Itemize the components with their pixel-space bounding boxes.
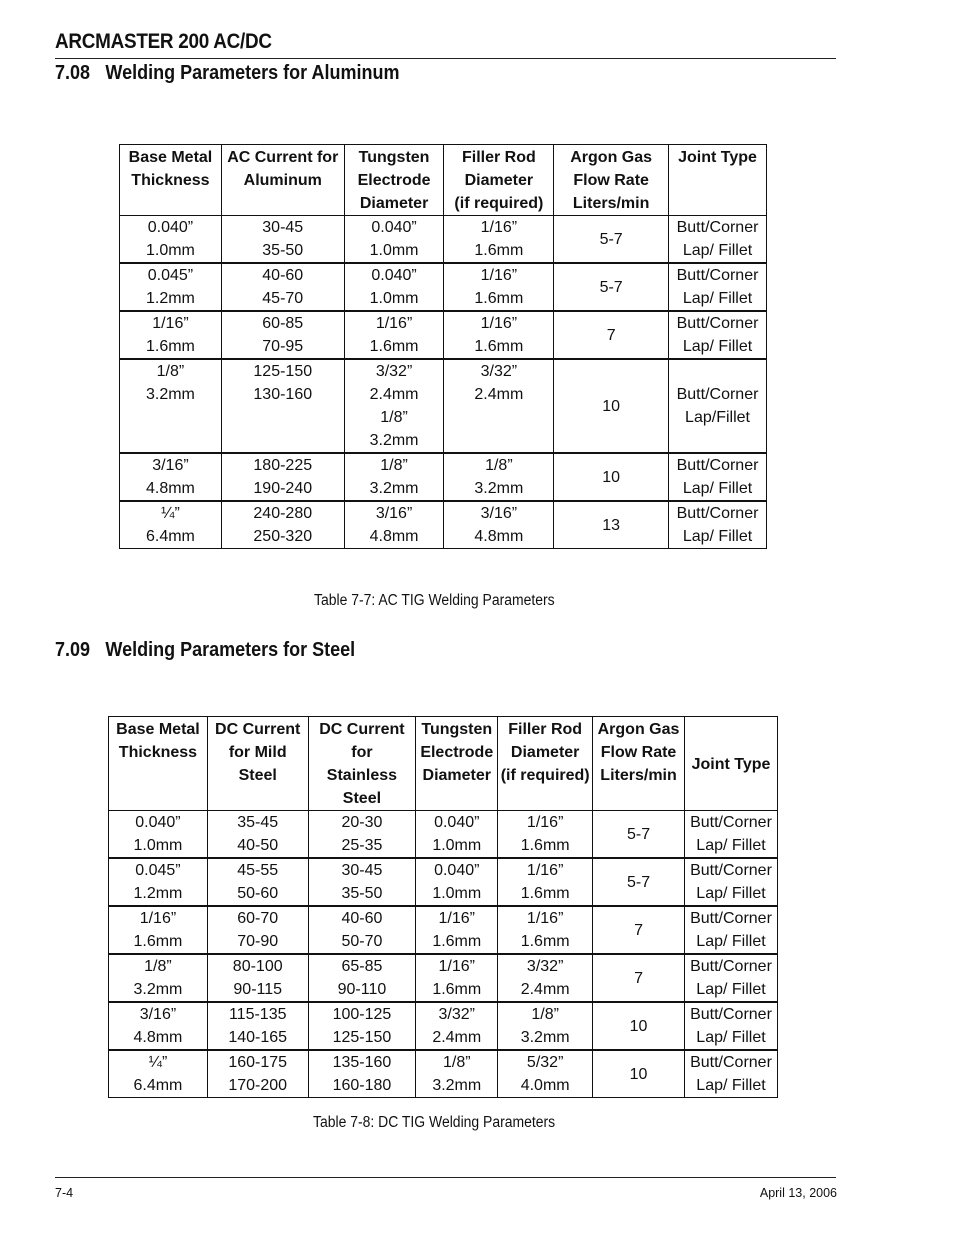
table-header-row [109,717,778,811]
table-cell: 1/8” 3.2mm [444,453,554,501]
table-cell: 7 [593,954,685,1002]
table-cell: 40-60 45-70 [221,263,344,311]
table-cell: 60-70 70-90 [207,906,308,954]
table-cell: 20-30 25-35 [308,811,416,859]
table-cell: Butt/Corner Lap/ Fillet [684,858,777,906]
table-cell: 135-160 160-180 [308,1050,416,1098]
table-cell: Butt/Corner Lap/ Fillet [669,216,767,264]
table-cell: 1/16” 1.6mm [444,311,554,359]
header-rule [55,58,836,59]
table-cell: 3/16” 4.8mm [344,501,444,549]
table-cell: 160-175 170-200 [207,1050,308,1098]
table-cell: 3/16” 4.8mm [120,453,222,501]
table-cell: 0.045” 1.2mm [120,263,222,311]
steel-parameters-table [108,716,778,1098]
table-cell: 3/32” 2.4mm [444,359,554,453]
table-cell: 115-135 140-165 [207,1002,308,1050]
table-cell: Butt/Corner Lap/ Fillet [684,1050,777,1098]
table-cell: 10 [593,1002,685,1050]
column-header: Filler Rod Diameter (if required) [444,145,554,216]
column-header: DC Current for Mild Steel [207,717,308,811]
table-cell: 240-280 250-320 [221,501,344,549]
table-row [109,811,778,859]
table-cell: 1/16” 1.6mm [344,311,444,359]
column-header: Joint Type [684,717,777,811]
table-cell: 3/32” 2.4mm [498,954,593,1002]
table-cell: 7 [554,311,669,359]
table-cell: 45-55 50-60 [207,858,308,906]
section-number: 7.09 [55,639,91,661]
table-cell: 0.045” 1.2mm [109,858,208,906]
table-cell: 3/16” 4.8mm [109,1002,208,1050]
section-heading-aluminum [55,62,399,85]
table-cell: Butt/Corner Lap/ Fillet [684,1002,777,1050]
column-header: Tungsten Electrode Diameter [344,145,444,216]
table-cell: Butt/Corner Lap/ Fillet [684,811,777,859]
table-cell: 1/8” 3.2mm [120,359,222,453]
column-header: Argon Gas Flow Rate Liters/min [593,717,685,811]
table-cell: 10 [554,359,669,453]
table-cell: Butt/Corner Lap/ Fillet [669,501,767,549]
table-cell: 1/16” 1.6mm [444,216,554,264]
section-heading-steel [55,639,355,662]
table-cell: ¼” 6.4mm [109,1050,208,1098]
column-header: Tungsten Electrode Diameter [416,717,498,811]
table-cell: 1/16” 1.6mm [109,906,208,954]
table-cell: 1/16” 1.6mm [416,906,498,954]
table-cell: 5-7 [593,811,685,859]
table-row [109,906,778,954]
table-caption-steel: Table 7-8: DC TIG Welding Parameters [313,1114,556,1131]
table-cell: 0.040” 1.0mm [120,216,222,264]
table-cell: 10 [554,453,669,501]
table-cell: Butt/Corner Lap/ Fillet [684,954,777,1002]
column-header: AC Current for Aluminum [221,145,344,216]
table-cell: Butt/Corner Lap/ Fillet [669,453,767,501]
table-cell: 80-100 90-115 [207,954,308,1002]
footer-rule [55,1177,836,1178]
table-cell: ¼” 6.4mm [120,501,222,549]
table-cell: 13 [554,501,669,549]
column-header: Argon Gas Flow Rate Liters/min [554,145,669,216]
table-cell: 1/16” 1.6mm [498,906,593,954]
table-cell: 1/8” 3.2mm [344,453,444,501]
table-cell: 1/16” 1.6mm [416,954,498,1002]
table-cell: 100-125 125-150 [308,1002,416,1050]
table-row [109,954,778,1002]
table-cell: 3/16” 4.8mm [444,501,554,549]
table-cell: 0.040” 1.0mm [416,858,498,906]
table-cell: 0.040” 1.0mm [416,811,498,859]
column-header: Base Metal Thickness [109,717,208,811]
table-cell: 30-45 35-50 [221,216,344,264]
table-cell: 1/16” 1.6mm [120,311,222,359]
table-cell: 180-225 190-240 [221,453,344,501]
table-cell: 125-150 130-160 [221,359,344,453]
table-cell: Butt/Corner Lap/ Fillet [669,263,767,311]
table-cell: 10 [593,1050,685,1098]
table-cell: 0.040” 1.0mm [344,263,444,311]
table-row [120,501,767,549]
table-cell: 30-45 35-50 [308,858,416,906]
table-cell: 1/8” 3.2mm [109,954,208,1002]
table-cell: 7 [593,906,685,954]
table-cell: 1/8” 3.2mm [416,1050,498,1098]
table-cell: Butt/Corner Lap/Fillet [669,359,767,453]
table-cell: 65-85 90-110 [308,954,416,1002]
table-row [120,263,767,311]
table-cell: Butt/Corner Lap/ Fillet [684,906,777,954]
section-heading-text: Welding Parameters for Steel [105,639,356,661]
table-row [109,1050,778,1098]
table-header-row [120,145,767,216]
table-cell: 1/16” 1.6mm [498,858,593,906]
column-header: Base Metal Thickness [120,145,222,216]
table-cell: 1/16” 1.6mm [498,811,593,859]
table-cell: 3/32” 2.4mm 1/8” 3.2mm [344,359,444,453]
page-number: 7-4 [55,1186,74,1200]
column-header: Joint Type [669,145,767,216]
table-caption-aluminum: Table 7-7: AC TIG Welding Parameters [314,592,555,609]
table-cell: 60-85 70-95 [221,311,344,359]
section-number: 7.08 [55,62,91,84]
table-cell: 40-60 50-70 [308,906,416,954]
table-cell: 5-7 [554,216,669,264]
table-cell: 5-7 [593,858,685,906]
table-cell: 1/16” 1.6mm [444,263,554,311]
table-row [109,1002,778,1050]
table-row [120,311,767,359]
table-cell: 3/32” 2.4mm [416,1002,498,1050]
table-row [120,359,767,453]
table-cell: 5/32” 4.0mm [498,1050,593,1098]
section-heading-text: Welding Parameters for Aluminum [105,62,400,84]
table-cell: 1/8” 3.2mm [498,1002,593,1050]
table-row [120,453,767,501]
table-cell: 35-45 40-50 [207,811,308,859]
table-cell: 0.040” 1.0mm [344,216,444,264]
column-header: DC Current for Stainless Steel [308,717,416,811]
table-row [109,858,778,906]
table-row [120,216,767,264]
aluminum-parameters-table [119,144,767,549]
footer-date: April 13, 2006 [759,1186,837,1200]
table-cell: Butt/Corner Lap/ Fillet [669,311,767,359]
table-cell: 0.040” 1.0mm [109,811,208,859]
table-cell: 5-7 [554,263,669,311]
document-title: ARCMASTER 200 AC/DC [55,30,272,53]
column-header: Filler Rod Diameter (if required) [498,717,593,811]
